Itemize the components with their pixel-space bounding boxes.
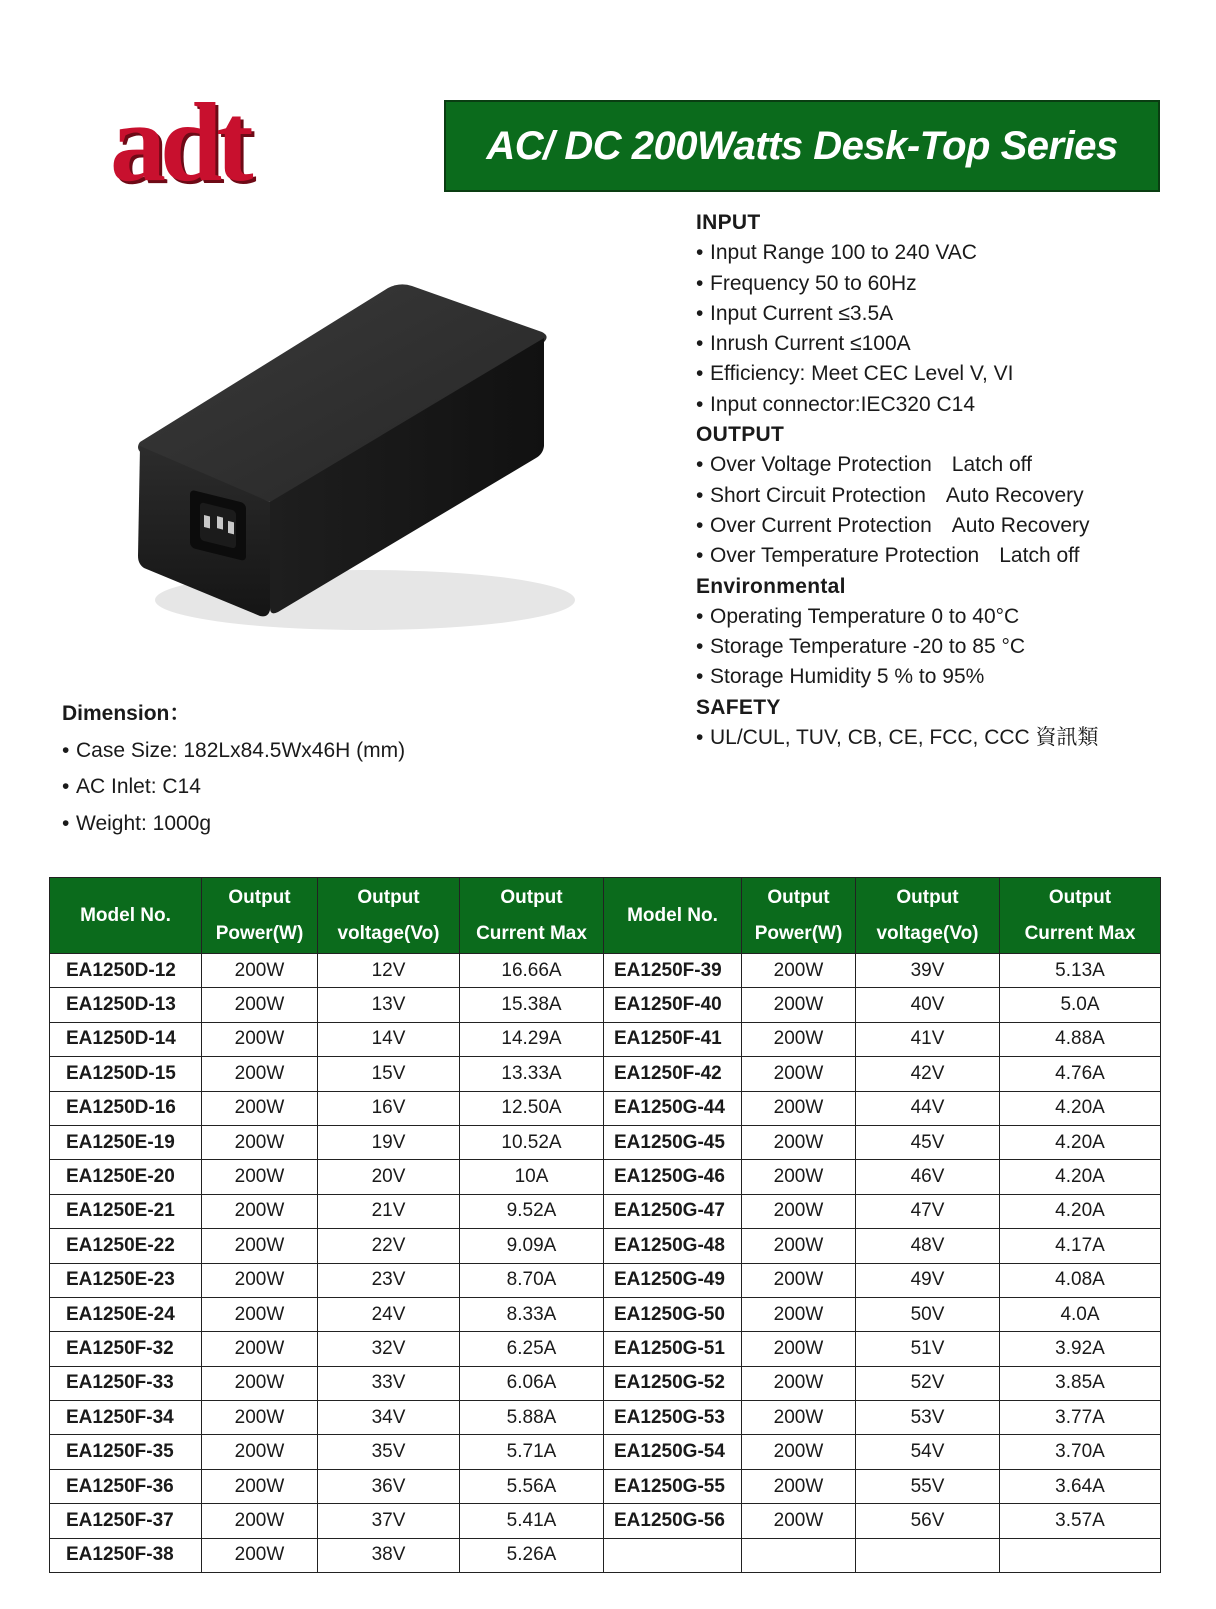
column-header-line: Model No. <box>80 904 171 926</box>
output-voltage-cell: 47V <box>856 1194 1000 1228</box>
table-row <box>50 1022 1161 1056</box>
output-power-cell <box>742 1538 856 1572</box>
output-current-cell: 5.26A <box>460 1538 604 1572</box>
output-power-cell: 200W <box>202 1022 318 1056</box>
output-voltage-cell: 54V <box>856 1435 1000 1469</box>
output-voltage-cell: 51V <box>856 1332 1000 1366</box>
output-power-cell: 200W <box>742 1504 856 1538</box>
column-header-line: Power(W) <box>215 922 304 944</box>
model-number-cell: EA1250D-15 <box>50 1057 202 1091</box>
column-header-line: Power(W) <box>754 922 843 944</box>
table-row <box>50 1263 1161 1297</box>
output-voltage-cell: 53V <box>856 1401 1000 1435</box>
output-power-cell: 200W <box>742 1401 856 1435</box>
output-current-cell: 8.70A <box>460 1263 604 1297</box>
title-banner <box>444 100 1160 192</box>
output-voltage-cell: 14V <box>318 1022 460 1056</box>
output-current-cell: 4.20A <box>1000 1091 1161 1125</box>
output-power-cell: 200W <box>742 1435 856 1469</box>
table-row <box>50 1469 1161 1503</box>
product-image <box>120 250 580 650</box>
output-current-cell: 8.33A <box>460 1297 604 1331</box>
output-current-cell: 14.29A <box>460 1022 604 1056</box>
bullet-icon: • <box>696 483 704 507</box>
output-power-cell: 200W <box>742 1125 856 1159</box>
table-row <box>50 1366 1161 1400</box>
column-header <box>742 878 856 954</box>
column-header-line: Current Max <box>1024 922 1136 944</box>
bullet-icon: • <box>696 241 704 265</box>
output-current-cell: 4.88A <box>1000 1022 1161 1056</box>
dimension-section <box>62 696 582 842</box>
model-number-cell: EA1250G-49 <box>604 1263 742 1297</box>
output-power-cell: 200W <box>742 1229 856 1263</box>
column-header-line: Output <box>357 886 420 908</box>
bullet-icon: • <box>696 271 704 295</box>
output-power-cell: 200W <box>202 1229 318 1263</box>
model-number-cell: EA1250D-16 <box>50 1091 202 1125</box>
output-current-cell: 3.64A <box>1000 1469 1161 1503</box>
table-header-row <box>50 878 1161 954</box>
output-current-cell: 4.20A <box>1000 1194 1161 1228</box>
column-header-line: Current Max <box>476 922 587 944</box>
model-number-cell: EA1250E-20 <box>50 1160 202 1194</box>
bullet-icon: • <box>696 332 704 356</box>
environmental-item: • Storage Temperature -20 to 85 °C <box>696 632 1176 662</box>
model-number-cell <box>604 1538 742 1572</box>
output-current-cell: 6.25A <box>460 1332 604 1366</box>
bullet-icon: • <box>62 811 70 835</box>
model-number-cell: EA1250E-23 <box>50 1263 202 1297</box>
bullet-icon: • <box>696 513 704 537</box>
environmental-item: • Operating Temperature 0 to 40°C <box>696 602 1176 632</box>
output-power-cell: 200W <box>202 1125 318 1159</box>
output-heading: OUTPUT <box>696 423 785 447</box>
table-row <box>50 954 1161 988</box>
output-voltage-cell: 37V <box>318 1504 460 1538</box>
column-header-line: Output <box>1048 886 1112 908</box>
output-power-cell: 200W <box>742 1366 856 1400</box>
model-number-cell: EA1250G-51 <box>604 1332 742 1366</box>
table-header <box>50 878 1161 954</box>
model-number-cell: EA1250F-36 <box>50 1469 202 1503</box>
model-number-cell: EA1250F-35 <box>50 1435 202 1469</box>
model-number-cell: EA1250D-14 <box>50 1022 202 1056</box>
model-number-cell: EA1250F-40 <box>604 988 742 1022</box>
column-header <box>50 878 202 954</box>
output-current-cell: 5.41A <box>460 1504 604 1538</box>
table-row <box>50 1297 1161 1331</box>
output-power-cell: 200W <box>742 1469 856 1503</box>
output-current-cell: 5.71A <box>460 1435 604 1469</box>
output-power-cell: 200W <box>202 1194 318 1228</box>
output-voltage-cell: 21V <box>318 1194 460 1228</box>
output-current-cell: 5.88A <box>460 1401 604 1435</box>
input-item: • Input Current ≤3.5A <box>696 299 1176 329</box>
bullet-icon: • <box>62 738 70 762</box>
output-voltage-cell: 44V <box>856 1091 1000 1125</box>
model-number-cell: EA1250E-24 <box>50 1297 202 1331</box>
table-row <box>50 1091 1161 1125</box>
output-power-cell: 200W <box>202 1091 318 1125</box>
output-power-cell: 200W <box>742 1091 856 1125</box>
output-current-cell: 3.92A <box>1000 1332 1161 1366</box>
column-header-line: Output <box>767 886 830 908</box>
model-number-cell: EA1250E-21 <box>50 1194 202 1228</box>
output-power-cell: 200W <box>202 1332 318 1366</box>
input-item: • Input connector:IEC320 C14 <box>696 390 1176 420</box>
output-power-cell: 200W <box>202 1504 318 1538</box>
model-number-cell: EA1250G-52 <box>604 1366 742 1400</box>
output-voltage-cell: 55V <box>856 1469 1000 1503</box>
output-power-cell: 200W <box>742 1022 856 1056</box>
model-number-cell: EA1250D-13 <box>50 988 202 1022</box>
output-voltage-cell: 39V <box>856 954 1000 988</box>
bullet-icon: • <box>696 362 704 386</box>
column-header <box>1000 878 1161 954</box>
table-row <box>50 1194 1161 1228</box>
output-voltage-cell: 46V <box>856 1160 1000 1194</box>
bullet-icon: • <box>62 775 70 799</box>
environmental-item: • Storage Humidity 5 % to 95% <box>696 662 1176 692</box>
output-voltage-cell: 19V <box>318 1125 460 1159</box>
safety-heading: SAFETY <box>696 695 781 719</box>
model-number-cell: EA1250E-19 <box>50 1125 202 1159</box>
output-power-cell: 200W <box>742 1263 856 1297</box>
model-number-cell: EA1250G-54 <box>604 1435 742 1469</box>
column-header <box>604 878 742 954</box>
table-row <box>50 1057 1161 1091</box>
output-power-cell: 200W <box>202 1057 318 1091</box>
output-current-cell: 10.52A <box>460 1125 604 1159</box>
output-power-cell: 200W <box>202 1469 318 1503</box>
output-item: • Over Voltage Protection Latch off <box>696 450 1176 480</box>
output-voltage-cell: 49V <box>856 1263 1000 1297</box>
output-power-cell: 200W <box>742 1057 856 1091</box>
output-current-cell: 3.57A <box>1000 1504 1161 1538</box>
bullet-icon: • <box>696 726 704 750</box>
output-voltage-cell: 13V <box>318 988 460 1022</box>
output-voltage-cell: 52V <box>856 1366 1000 1400</box>
output-voltage-cell: 16V <box>318 1091 460 1125</box>
model-number-cell: EA1250F-41 <box>604 1022 742 1056</box>
column-header <box>202 878 318 954</box>
bullet-icon: • <box>696 665 704 689</box>
output-item: • Short Circuit Protection Auto Recovery <box>696 481 1176 511</box>
output-current-cell: 9.52A <box>460 1194 604 1228</box>
output-power-cell: 200W <box>202 954 318 988</box>
model-number-cell: EA1250D-12 <box>50 954 202 988</box>
output-current-cell: 13.33A <box>460 1057 604 1091</box>
table-row <box>50 1125 1161 1159</box>
model-number-cell: EA1250G-50 <box>604 1297 742 1331</box>
model-number-cell: EA1250F-38 <box>50 1538 202 1572</box>
output-voltage-cell: 42V <box>856 1057 1000 1091</box>
output-current-cell: 9.09A <box>460 1229 604 1263</box>
output-current-cell: 5.13A <box>1000 954 1161 988</box>
output-power-cell: 200W <box>742 1297 856 1331</box>
output-voltage-cell: 36V <box>318 1469 460 1503</box>
output-power-cell: 200W <box>202 988 318 1022</box>
output-voltage-cell: 15V <box>318 1057 460 1091</box>
output-current-cell: 5.0A <box>1000 988 1161 1022</box>
output-voltage-cell: 32V <box>318 1332 460 1366</box>
output-power-cell: 200W <box>202 1160 318 1194</box>
output-current-cell: 3.77A <box>1000 1401 1161 1435</box>
output-voltage-cell: 12V <box>318 954 460 988</box>
output-current-cell: 5.56A <box>460 1469 604 1503</box>
bullet-icon: • <box>696 604 704 628</box>
model-number-cell: EA1250G-45 <box>604 1125 742 1159</box>
model-number-cell: EA1250G-46 <box>604 1160 742 1194</box>
output-power-cell: 200W <box>742 988 856 1022</box>
model-number-cell: EA1250G-55 <box>604 1469 742 1503</box>
table-body <box>50 954 1161 1573</box>
output-power-cell: 200W <box>202 1297 318 1331</box>
bullet-icon: • <box>696 392 704 416</box>
protection-mode: Auto Recovery <box>951 513 1090 537</box>
model-number-cell: EA1250F-33 <box>50 1366 202 1400</box>
output-power-cell: 200W <box>202 1435 318 1469</box>
model-number-cell: EA1250F-34 <box>50 1401 202 1435</box>
model-number-cell: EA1250E-22 <box>50 1229 202 1263</box>
output-power-cell: 200W <box>742 1332 856 1366</box>
input-item: • Input Range 100 to 240 VAC <box>696 238 1176 268</box>
output-voltage-cell: 24V <box>318 1297 460 1331</box>
column-header-line: voltage(Vo) <box>876 922 979 944</box>
output-voltage-cell: 45V <box>856 1125 1000 1159</box>
model-number-cell: EA1250G-48 <box>604 1229 742 1263</box>
column-header-line: Output <box>500 886 563 908</box>
table-row <box>50 988 1161 1022</box>
spec-section <box>696 208 1176 753</box>
bullet-icon: • <box>696 453 704 477</box>
output-current-cell: 15.38A <box>460 988 604 1022</box>
output-power-cell: 200W <box>202 1401 318 1435</box>
bullet-icon: • <box>696 635 704 659</box>
dimension-item: • Weight: 1000g <box>62 806 582 843</box>
model-number-cell: EA1250G-53 <box>604 1401 742 1435</box>
model-number-cell: EA1250F-39 <box>604 954 742 988</box>
page-title: AC/ DC 200Watts Desk-Top Series <box>486 123 1118 168</box>
protection-mode: Latch off <box>999 544 1080 568</box>
output-voltage-cell: 50V <box>856 1297 1000 1331</box>
column-header-line: voltage(Vo) <box>337 922 440 944</box>
protection-mode: Auto Recovery <box>945 483 1084 507</box>
output-power-cell: 200W <box>202 1263 318 1297</box>
output-voltage-cell: 23V <box>318 1263 460 1297</box>
output-voltage-cell: 35V <box>318 1435 460 1469</box>
model-table <box>49 877 1161 1573</box>
output-current-cell: 4.17A <box>1000 1229 1161 1263</box>
model-number-cell: EA1250G-56 <box>604 1504 742 1538</box>
output-voltage-cell: 34V <box>318 1401 460 1435</box>
output-power-cell: 200W <box>742 1160 856 1194</box>
output-voltage-cell: 41V <box>856 1022 1000 1056</box>
output-current-cell <box>1000 1538 1161 1572</box>
dimension-item: • Case Size: 182Lx84.5Wx46H (mm) <box>62 733 582 770</box>
output-current-cell: 10A <box>460 1160 604 1194</box>
table-row <box>50 1504 1161 1538</box>
table-row <box>50 1160 1161 1194</box>
model-number-cell: EA1250F-42 <box>604 1057 742 1091</box>
environmental-heading: Environmental <box>696 574 846 598</box>
output-current-cell: 4.76A <box>1000 1057 1161 1091</box>
output-power-cell: 200W <box>202 1366 318 1400</box>
output-voltage-cell <box>856 1538 1000 1572</box>
output-current-cell: 4.0A <box>1000 1297 1161 1331</box>
model-number-cell: EA1250F-37 <box>50 1504 202 1538</box>
output-voltage-cell: 48V <box>856 1229 1000 1263</box>
brand-logo: adt <box>110 81 248 205</box>
input-item: • Efficiency: Meet CEC Level V, VI <box>696 359 1176 389</box>
output-power-cell: 200W <box>202 1538 318 1572</box>
output-power-cell: 200W <box>742 1194 856 1228</box>
output-current-cell: 4.20A <box>1000 1160 1161 1194</box>
output-voltage-cell: 20V <box>318 1160 460 1194</box>
model-number-cell: EA1250F-32 <box>50 1332 202 1366</box>
dimension-heading: Dimension： <box>62 702 191 725</box>
output-voltage-cell: 22V <box>318 1229 460 1263</box>
table-row <box>50 1435 1161 1469</box>
output-voltage-cell: 33V <box>318 1366 460 1400</box>
model-number-cell: EA1250G-47 <box>604 1194 742 1228</box>
table-row <box>50 1401 1161 1435</box>
output-current-cell: 3.70A <box>1000 1435 1161 1469</box>
column-header-line: Output <box>228 886 291 908</box>
output-item: • Over Current Protection Auto Recovery <box>696 511 1176 541</box>
table-row <box>50 1538 1161 1572</box>
output-voltage-cell: 56V <box>856 1504 1000 1538</box>
table-row <box>50 1229 1161 1263</box>
bullet-icon: • <box>696 301 704 325</box>
table-row <box>50 1332 1161 1366</box>
model-number-cell: EA1250G-44 <box>604 1091 742 1125</box>
safety-item: • UL/CUL, TUV, CB, CE, FCC, CCC 資訊類 <box>696 723 1176 753</box>
column-header-line: Output <box>896 886 959 908</box>
column-header <box>318 878 460 954</box>
column-header <box>460 878 604 954</box>
output-current-cell: 3.85A <box>1000 1366 1161 1400</box>
output-current-cell: 4.08A <box>1000 1263 1161 1297</box>
output-current-cell: 16.66A <box>460 954 604 988</box>
output-current-cell: 6.06A <box>460 1366 604 1400</box>
protection-mode: Latch off <box>951 453 1032 477</box>
input-item: • Frequency 50 to 60Hz <box>696 269 1176 299</box>
output-item: • Over Temperature Protection Latch off <box>696 541 1176 571</box>
output-power-cell: 200W <box>742 954 856 988</box>
output-voltage-cell: 40V <box>856 988 1000 1022</box>
output-voltage-cell: 38V <box>318 1538 460 1572</box>
output-current-cell: 12.50A <box>460 1091 604 1125</box>
dimension-item: • AC Inlet: C14 <box>62 769 582 806</box>
column-header-line: Model No. <box>627 904 718 926</box>
input-item: • Inrush Current ≤100A <box>696 329 1176 359</box>
column-header <box>856 878 1000 954</box>
output-current-cell: 4.20A <box>1000 1125 1161 1159</box>
input-heading: INPUT <box>696 211 761 234</box>
bullet-icon: • <box>696 544 704 568</box>
